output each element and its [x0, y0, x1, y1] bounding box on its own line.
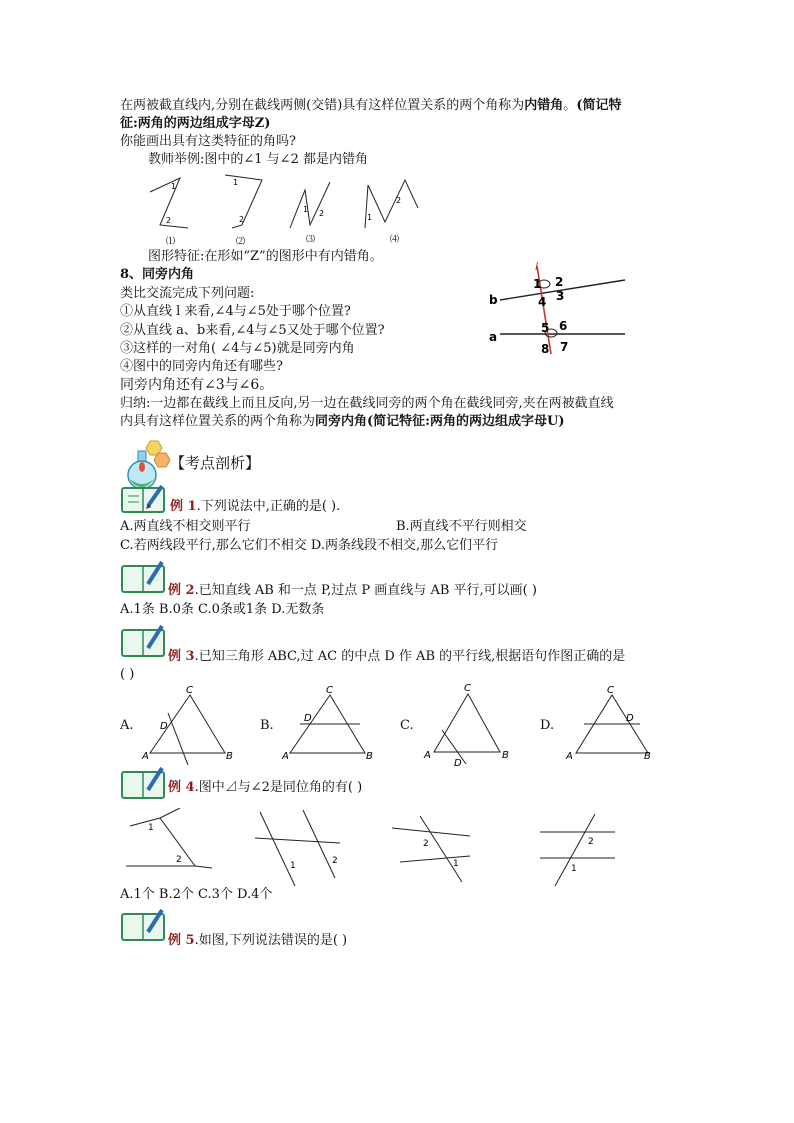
parallel-lines-diagram	[485, 258, 645, 358]
book-pen-icon	[120, 622, 168, 662]
sec8-q3: ③这样的一对角( ∠4与∠5)就是同旁内角	[120, 341, 355, 356]
fig-caption-3: ⑶	[306, 235, 316, 245]
example-4-figures	[120, 808, 660, 888]
label-l: l	[535, 260, 539, 273]
label-a: a	[489, 330, 498, 344]
sec8-intro: 类比交流完成下列问题:	[120, 286, 255, 301]
sec8-answer: 同旁内角还有∠3与∠6。	[120, 377, 274, 393]
angle-1-fig4: 1	[367, 213, 373, 222]
fig-caption-2: ⑵	[236, 237, 246, 247]
svg-text:A: A	[424, 750, 431, 761]
svg-text:C: C	[326, 685, 333, 696]
angle-1-fig1: 1	[171, 182, 177, 191]
book-pen-icon	[120, 906, 168, 946]
sec8-q1: ①从直线 l 来看,∠4与∠5处于哪个位置?	[120, 304, 351, 319]
svg-text:C: C	[186, 685, 193, 696]
example-3-stem2: ( )	[120, 667, 135, 682]
svg-text:B: B	[502, 750, 509, 761]
section-title: 【考点剖析】	[170, 454, 261, 472]
svg-text:D: D	[160, 721, 168, 732]
svg-text:2: 2	[423, 839, 429, 849]
svg-text:D: D	[304, 713, 312, 724]
angle-label-1: 1	[533, 277, 542, 291]
sec8-summary-a: 归纳:一边都在截线上而且反向,另一边在截线同旁的两个角在截线同旁,夹在两被截直线	[120, 396, 614, 411]
svg-text:1: 1	[453, 859, 459, 869]
angle-2-fig4: 2	[396, 196, 402, 205]
triangle-a	[140, 683, 240, 768]
example-1-stem: 例 1.下列说法中,正确的是( ).	[170, 499, 341, 514]
triangle-b	[280, 683, 380, 768]
example-1-option-a: A.两直线不相交则平行	[120, 519, 251, 534]
angle-2-fig3: 2	[319, 209, 325, 218]
sec8-q2: ②从直线 a、b来看,∠4与∠5又处于哪个位置?	[120, 323, 385, 338]
example-1-option-cd: C.若两线段平行,那么它们不相交 D.两条线段不相交,那么它们平行	[120, 538, 499, 553]
sec8-title: 8、同旁内角	[120, 267, 195, 282]
book-pen-icon	[120, 482, 168, 514]
triangle-c	[420, 680, 520, 770]
example-3-stem: 例 3.已知三角形 ABC,过 AC 的中点 D 作 AB 的平行线,根据语句作图正确的是	[168, 649, 626, 664]
choice-a: A.	[120, 718, 134, 733]
example-2-options: A.1条 B.0条 C.0条或1条 D.无数条	[120, 602, 325, 617]
svg-text:1: 1	[148, 823, 154, 833]
choice-d: D.	[540, 718, 555, 733]
svg-text:C: C	[607, 685, 614, 696]
sec7-line1: 在两被截直线内,分别在截线两侧(交错)具有这样位置关系的两个角称为内错角。(简记特	[120, 98, 622, 113]
book-pen-icon	[120, 764, 168, 804]
choice-c: C.	[400, 718, 414, 733]
sec8-summary-b: 内具有这样位置关系的两个角称为同旁内角(简记特征:两角的两边组成字母U)	[120, 414, 565, 429]
angle-1-fig2: 1	[233, 178, 239, 187]
example-5-stem: 例 5.如图,下列说法错误的是( )	[168, 933, 348, 948]
label-b: b	[489, 293, 498, 307]
svg-text:1: 1	[290, 861, 296, 871]
svg-text:B: B	[644, 751, 651, 762]
triangle-d	[560, 683, 660, 768]
angle-label-6: 6	[559, 319, 568, 333]
svg-text:A: A	[566, 751, 573, 762]
sec7-feature: 图形特征:在形如“Z”的图形中有内错角。	[148, 249, 383, 264]
svg-text:2: 2	[332, 856, 338, 866]
example-1-option-b: B.两直线不平行则相交	[396, 519, 527, 534]
svg-text:A: A	[142, 751, 149, 762]
fig-caption-4: ⑷	[390, 235, 400, 245]
fig-caption-1: ⑴	[166, 237, 176, 247]
angle-label-7: 7	[560, 340, 569, 354]
svg-text:A: A	[282, 751, 289, 762]
svg-text:C: C	[464, 683, 471, 694]
angle-label-8: 8	[541, 342, 550, 356]
angle-2-fig1: 2	[166, 216, 172, 225]
svg-text:D: D	[626, 713, 634, 724]
sec7-line2: 征:两角的两边组成字母Z)	[120, 116, 271, 131]
angle-label-5: 5	[541, 321, 550, 335]
book-pen-icon	[120, 558, 168, 598]
angle-label-4: 4	[538, 295, 547, 309]
choice-b: B.	[260, 718, 274, 733]
z-angle-figures	[140, 170, 440, 248]
angle-label-2: 2	[555, 275, 564, 289]
svg-text:D: D	[454, 758, 462, 769]
sec7-question: 你能画出具有这类特征的角吗?	[120, 134, 296, 149]
example-2-stem: 例 2.已知直线 AB 和一点 P,过点 P 画直线与 AB 平行,可以画( )	[168, 583, 537, 598]
angle-2-fig2: 2	[239, 215, 245, 224]
svg-text:2: 2	[588, 837, 594, 847]
svg-text:1: 1	[571, 864, 577, 874]
svg-text:B: B	[366, 751, 373, 762]
svg-text:2: 2	[176, 855, 182, 865]
sec7-teacher: 教师举例:图中的∠1 与∠2 都是内错角	[148, 152, 368, 167]
angle-1-fig3: 1	[303, 205, 309, 214]
example-4-stem: 例 4.图中⊿与∠2是同位角的有( )	[168, 780, 363, 795]
angle-label-3: 3	[556, 289, 565, 303]
svg-text:B: B	[226, 751, 233, 762]
example-4-options: A.1个 B.2个 C.3个 D.4个	[120, 887, 273, 902]
sec8-q4: ④图中的同旁内角还有哪些?	[120, 359, 283, 374]
